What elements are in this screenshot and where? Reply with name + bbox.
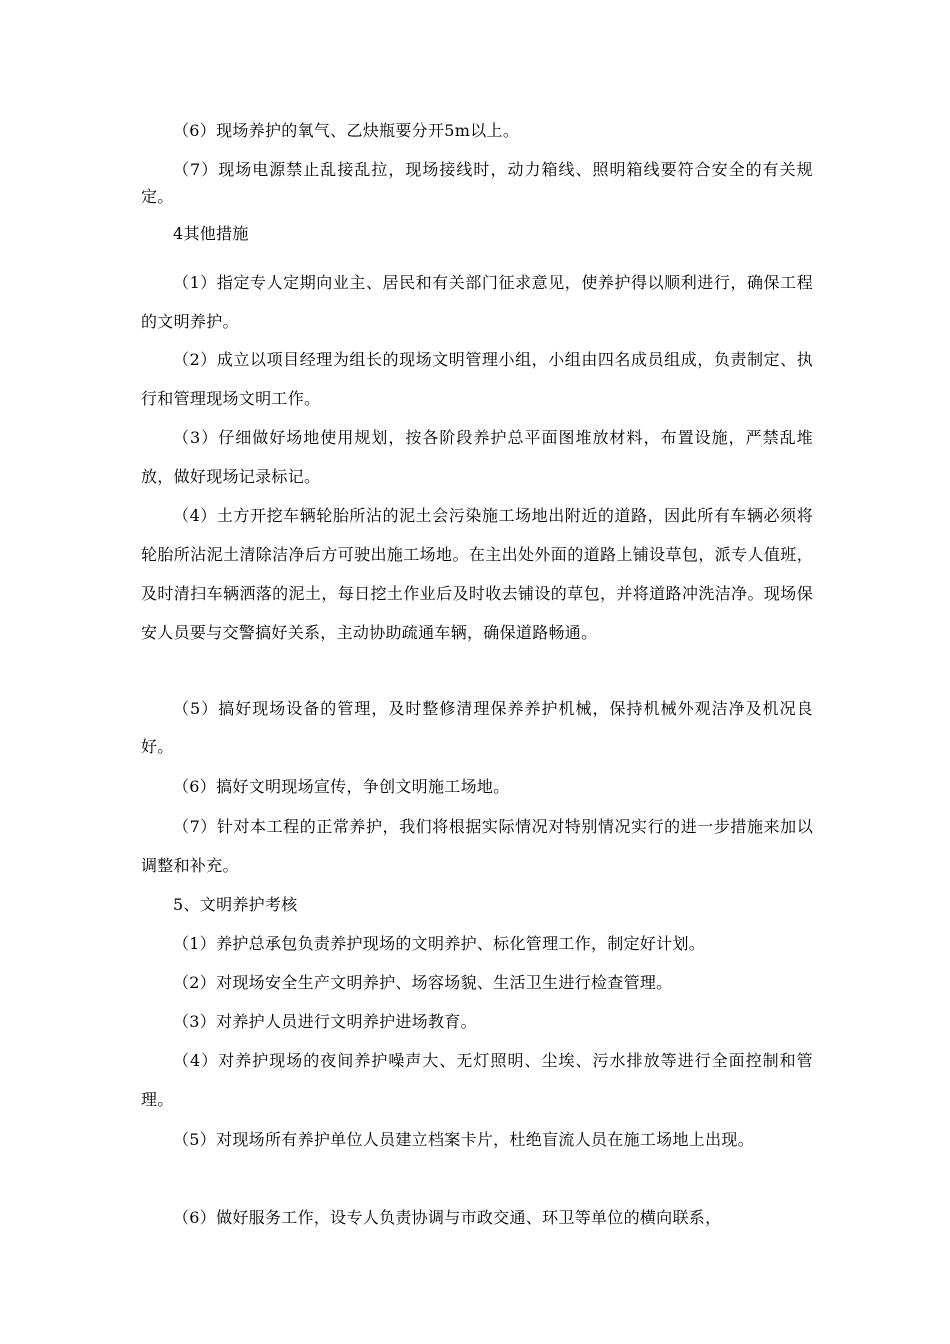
paragraph-text: （6）搞好文明现场宣传，争创文明施工场地。 [173,777,510,796]
paragraph [141,1198,813,1237]
paragraph [141,496,813,652]
section-heading [141,885,813,924]
paragraph-text: （5）搞好现场设备的管理，及时整修清理保养养护机械，保持机械外观洁净及机况良好。 [141,699,813,756]
paragraph [141,690,813,766]
paragraph [141,340,813,418]
paragraph [141,924,813,963]
paragraph-text: （1）养护总承包负责养护现场的文明养护、标化管理工作，制定好计划。 [173,934,706,953]
paragraph [141,418,813,496]
paragraph [141,963,813,1002]
section-heading [141,214,813,253]
paragraph [141,1041,813,1119]
paragraph-text: （1）指定专人定期向业主、居民和有关部门征求意见，使养护得以顺利进行，确保工程的文明养护。 [141,273,813,331]
paragraph-text: （3）对养护人员进行文明养护进场教育。 [173,1012,477,1031]
paragraph [141,111,813,150]
paragraph [141,263,813,341]
paragraph-text: （6）做好服务工作，设专人负责协调与市政交通、环卫等单位的横向联系， [173,1208,722,1227]
paragraph-text: （4）土方开挖车辆轮胎所沾的泥土会污染施工场地出附近的道路，因此所有车辆必须将轮胎所沾泥土清除洁净后方可驶出施工场地。在主出处外面的道路上铺设草包，派专人值班，及时清扫车辆洒落的泥土，每日挖土作业后及时收去铺设的草包，并将道路冲洗洁净。现场保安人员要与交警搞好关系，主动协助疏通车辆，确保道路畅通。 [141,506,813,642]
paragraph [141,1120,813,1159]
paragraph [141,767,813,806]
paragraph-text: （2）成立以项目经理为组长的现场文明管理小组，小组由四名成员组成，负责制定、执行和管理现场文明工作。 [141,350,813,408]
paragraph-text: （7）针对本工程的正常养护，我们将根据实际情况对特别情况实行的进一步措施来加以调整和补充。 [141,817,813,875]
section-heading-text: 5、文明养护考核 [173,895,298,914]
paragraph-text: （2）对现场安全生产文明养护、场容场貌、生活卫生进行检查管理。 [173,973,673,992]
paragraph [141,1002,813,1041]
paragraph-text: （3）仔细做好场地使用规划，按各阶段养护总平面图堆放材料，布置设施，严禁乱堆放，做好现场记录标记。 [141,428,813,486]
paragraph [141,807,813,885]
section-heading-text: 4其他措施 [173,224,249,243]
paragraph [141,156,813,210]
paragraph-text: （6）现场养护的氧气、乙炔瓶要分开5m以上。 [173,121,520,140]
paragraph-text: （7）现场电源禁止乱接乱拉，现场接线时，动力箱线、照明箱线要符合安全的有关规定。 [141,160,813,206]
paragraph-text: （5）对现场所有养护单位人员建立档案卡片，杜绝盲流人员在施工场地上出现。 [173,1130,754,1149]
paragraph-text: （4）对养护现场的夜间养护噪声大、无灯照明、尘埃、污水排放等进行全面控制和管理。 [141,1051,813,1109]
